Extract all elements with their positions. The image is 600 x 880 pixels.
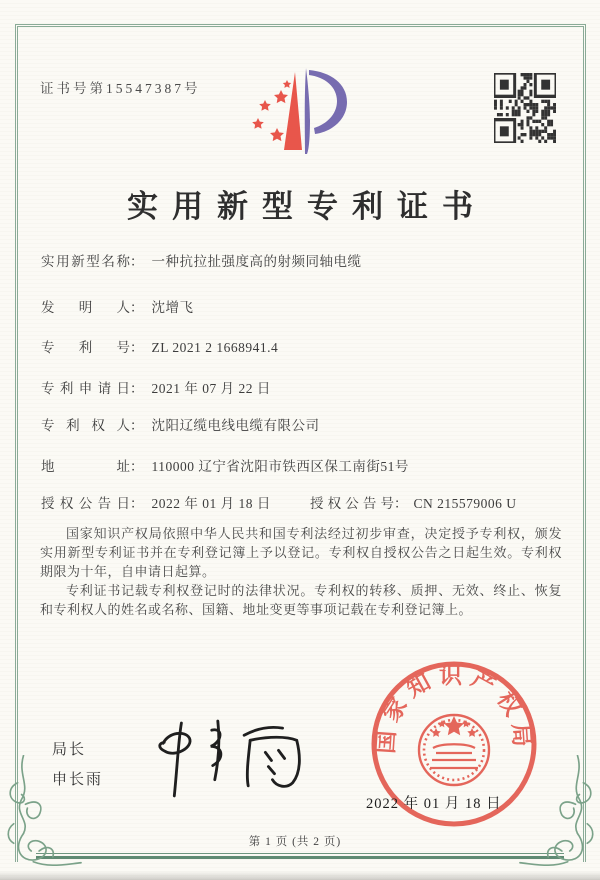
field-value: 2021 年 07 月 22 日: [151, 381, 271, 396]
qr-code: [494, 73, 556, 143]
certificate-number: 证书号第15547387号: [40, 81, 201, 96]
field-label: 授权公告日: [41, 496, 130, 511]
commissioner-block: [52, 735, 103, 795]
field-value: 110000 辽宁省沈阳市铁西区保工南街51号: [151, 459, 409, 474]
field-label: 授权公告号: [310, 496, 394, 511]
field-value: 沈增飞: [151, 300, 194, 315]
field-patent-number: 专利号： ZL 2021 2 1668941.4: [41, 336, 278, 356]
field-label: 实用新型名称: [41, 254, 130, 269]
field-value: CN 215579006 U: [413, 496, 517, 511]
field-value: ZL 2021 2 1668941.4: [151, 340, 279, 355]
bottom-border-rule: [36, 853, 564, 859]
field-value: 一种抗拉扯强度高的射频同轴电缆: [151, 254, 362, 269]
seal-date: 2022 年 01 月 18 日: [366, 796, 502, 812]
legal-paragraph: 专利证书记载专利权登记时的法律状况。专利权的转移、质押、无效、终止、恢复和专利权人的姓名或名称、国籍、地址变更等事项记载在专利登记簿上。: [40, 583, 562, 617]
field-patentee: 专利权人： 沈阳辽缆电线电缆有限公司: [41, 414, 320, 434]
page-footer: 第 1 页 (共 2 页): [248, 836, 342, 848]
legal-paragraph: 国家知识产权局依照中华人民共和国专利法经过初步审查，决定授予专利权，颁发实用新型专利证书并在专利登记簿上予以登记。专利权自授权公告之日起生效。专利权期限为十年，自申请日起算。: [40, 526, 562, 579]
commissioner-name: 申长雨: [52, 772, 104, 788]
field-grant-number: 授权公告号： CN 215579006 U: [310, 492, 517, 512]
field-label: 发明人: [41, 300, 130, 315]
svg-text:国家知识产权局: 国家知识产权局: [373, 663, 535, 755]
commissioner-title: 局长: [52, 742, 87, 758]
field-value: 2022 年 01 月 18 日: [151, 496, 271, 511]
certificate-title: 实用新型专利证书: [127, 189, 487, 224]
field-label: 专利号: [41, 340, 130, 355]
field-label: 专利申请日: [41, 381, 130, 396]
field-label: 地址: [41, 459, 130, 474]
field-inventor: 发明人： 沈增飞: [41, 296, 194, 316]
signature: [148, 716, 320, 804]
field-grant-date: 授权公告日： 2022 年 01 月 18 日: [41, 492, 271, 512]
cnipa-logo-icon: [243, 58, 361, 168]
field-label: 专利权人: [41, 418, 130, 433]
field-address: 地址： 110000 辽宁省沈阳市铁西区保工南街51号: [41, 455, 409, 475]
field-value: 沈阳辽缆电线电缆有限公司: [151, 418, 320, 433]
legal-text: [40, 524, 562, 619]
field-utility-model-name: 实用新型名称： 一种抗拉扯强度高的射频同轴电缆: [41, 250, 362, 270]
field-application-date: 专利申请日： 2021 年 07 月 22 日: [41, 377, 271, 397]
